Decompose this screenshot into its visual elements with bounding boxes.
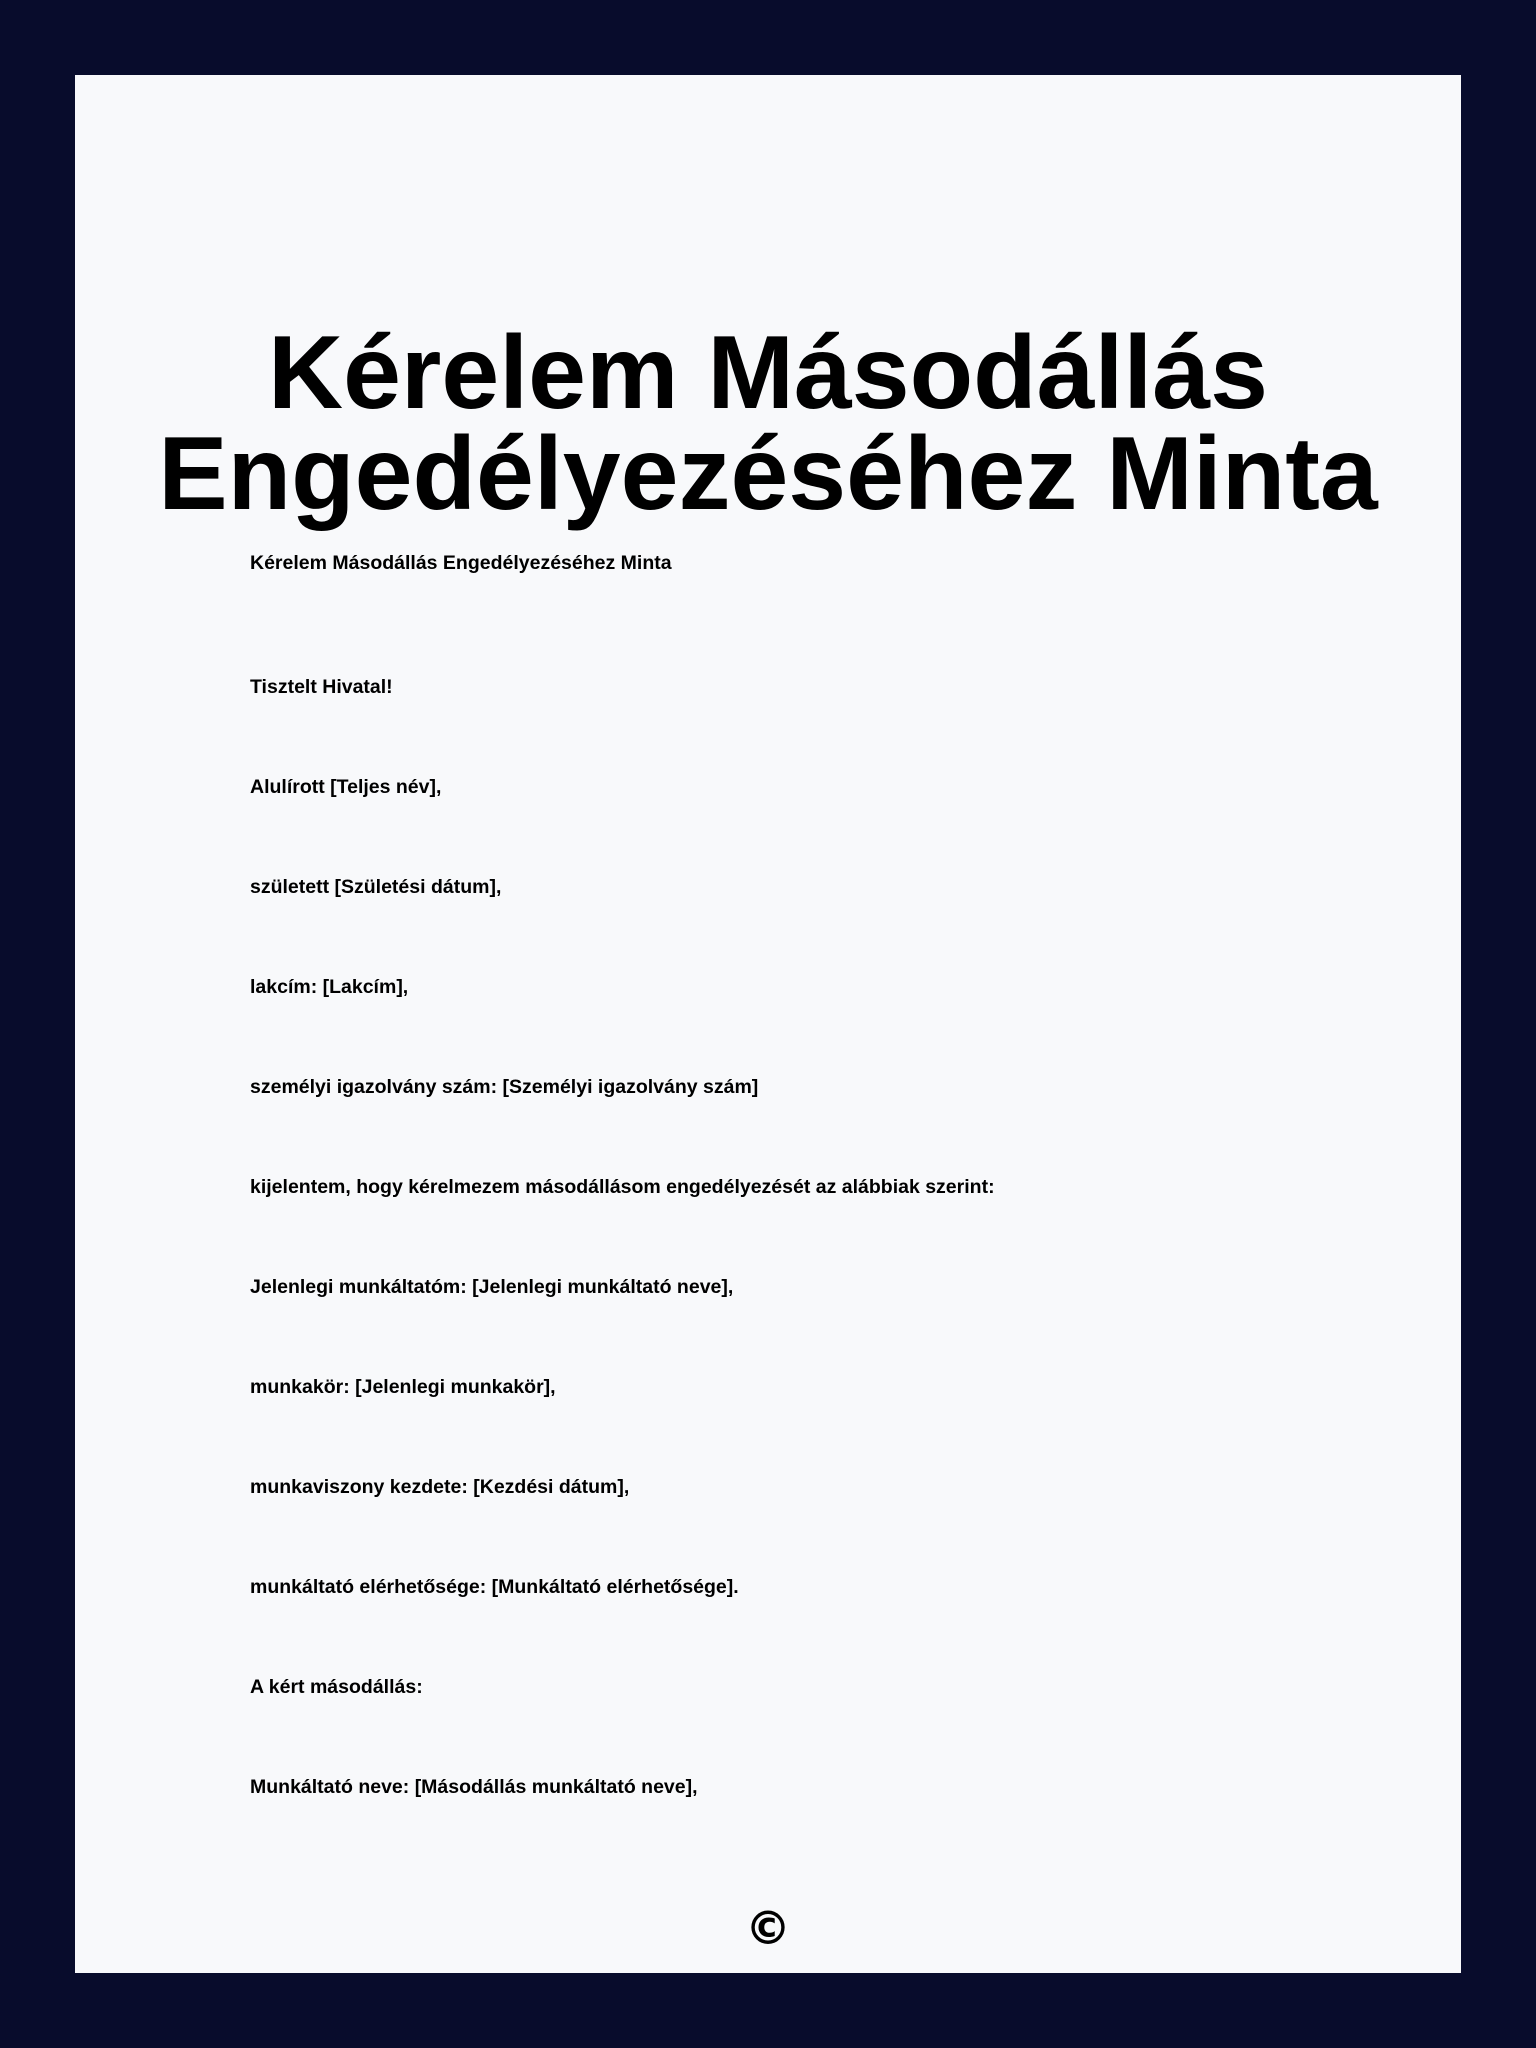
body-line: munkáltató elérhetősége: [Munkáltató elérhetősége]. xyxy=(250,1576,739,1598)
body-line: kijelentem, hogy kérelmezem másodállásom engedélyezését az alábbiak szerint: xyxy=(250,1176,995,1198)
body-line: Jelenlegi munkáltatóm: [Jelenlegi munkáltató neve], xyxy=(250,1276,734,1298)
body-line: Munkáltató neve: [Másodállás munkáltató neve], xyxy=(250,1776,698,1798)
salutation: Tisztelt Hivatal! xyxy=(250,676,393,698)
copyright-icon: © xyxy=(745,1901,791,1955)
body-line: munkaviszony kezdete: [Kezdési dátum], xyxy=(250,1476,630,1498)
document-title-line-2: Engedélyezéséhez Minta xyxy=(158,416,1378,532)
body-line: született [Születési dátum], xyxy=(250,876,502,898)
body-line: lakcím: [Lakcím], xyxy=(250,976,409,998)
section-label: A kért másodállás: xyxy=(250,1676,423,1698)
document-heading: Kérelem Másodállás Engedélyezéséhez Minta xyxy=(250,552,672,574)
body-line: Alulírott [Teljes név], xyxy=(250,776,442,798)
body-line: személyi igazolvány szám: [Személyi igazolvány szám] xyxy=(250,1076,759,1098)
body-line: munkakör: [Jelenlegi munkakör], xyxy=(250,1376,556,1398)
document-page xyxy=(75,75,1461,1973)
document-title-line-1: Kérelem Másodállás xyxy=(267,315,1269,431)
document-title xyxy=(75,315,1461,532)
